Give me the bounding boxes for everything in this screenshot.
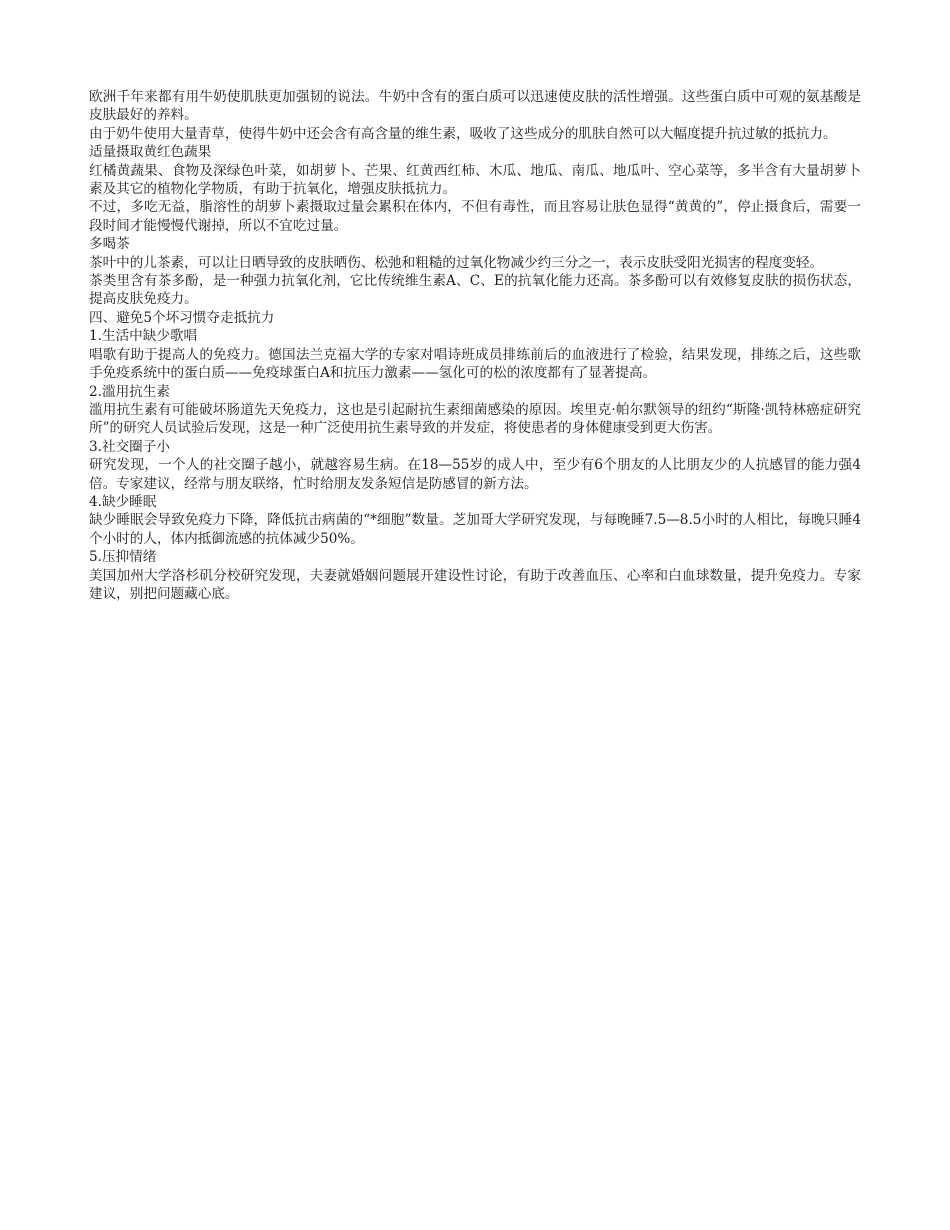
- paragraph: 研究发现，一个人的社交圈子越小，就越容易生病。在18—55岁的成人中，至少有6个朋友的人比朋友少的人抗感冒的能力强4倍。专家建议，经常与朋友联络，忙时给朋友发条短信是防感冒的新方法。: [89, 457, 861, 492]
- section-heading: 四、避免5个坏习惯夺走抵抗力: [89, 309, 275, 326]
- paragraph: 红橘黄蔬果、食物及深绿色叶菜，如胡萝卜、芒果、红黄西红柿、木瓜、地瓜、南瓜、地瓜叶、空心菜等，多半含有大量胡萝卜素及其它的植物化学物质，有助于抗氧化，增强皮肤抵抗力。: [89, 162, 861, 198]
- subsection-heading: 1.生活中缺少歌唱: [89, 328, 198, 345]
- paragraph: 美国加州大学洛杉矶分校研究发现，夫妻就婚姻问题展开建设性讨论，有助于改善血压、心率和白血球数量，提升免疫力。专家建议，别把问题藏心底。: [89, 567, 861, 602]
- paragraph: 欧洲千年来都有用牛奶使肌肤更加强韧的说法。牛奶中含有的蛋白质可以迅速使皮肤的活性增强。这些蛋白质中可观的氨基酸是皮肤最好的养料。: [89, 89, 861, 124]
- subsection-heading: 5.压抑情绪: [89, 549, 157, 566]
- paragraph: 由于奶牛使用大量青草，使得牛奶中还会含有高含量的维生素，吸收了这些成分的肌肤自然可以大幅度提升抗过敏的抵抗力。: [89, 125, 837, 142]
- paragraph: 茶类里含有茶多酚，是一种强力抗氧化剂，它比传统维生素A、C、E的抗氧化能力还高。茶多酚可以有效修复皮肤的损伤状态，提高皮肤免疫力。: [89, 273, 861, 308]
- paragraph: 不过，多吃无益，脂溶性的胡萝卜素摄取过量会累积在体内，不但有毒性，而且容易让肤色显得“黄黄的”，停止摄食后，需要一段时间才能慢慢代谢掉，所以不宜吃过量。: [89, 199, 861, 234]
- paragraph: 唱歌有助于提高人的免疫力。德国法兰克福大学的专家对唱诗班成员排练前后的血液进行了检验，结果发现，排练之后，这些歌手免疫系统中的蛋白质——免疫球蛋白A和抗压力激素——氢化可的松的浓度都有了显著提高。: [89, 346, 861, 382]
- subsection-heading: 2.滥用抗生素: [89, 383, 170, 400]
- subsection-heading: 3.社交圈子小: [89, 438, 170, 455]
- paragraph: 缺少睡眠会导致免疫力下降，降低抗击病菌的“*细胞”数量。芝加哥大学研究发现，与每晚睡7.5—8.5小时的人相比，每晚只睡4个小时的人，体内抵御流感的抗体减少50%。: [89, 512, 861, 547]
- document-body: [89, 88, 861, 603]
- subsection-heading: 4.缺少睡眠: [89, 493, 157, 510]
- section-heading: 多喝茶: [89, 236, 130, 253]
- paragraph: 茶叶中的儿茶素，可以让日晒导致的皮肤晒伤、松弛和粗糙的过氧化物减少约三分之一，表示皮肤受阳光损害的程度变轻。: [89, 254, 824, 271]
- paragraph: 滥用抗生素有可能破坏肠道先天免疫力，这也是引起耐抗生素细菌感染的原因。埃里克·帕尔默领导的纽约“斯隆·凯特林癌症研究所”的研究人员试验后发现，这是一种广泛使用抗生素导致的并发症，将使患者的身体健康受到更大伤害。: [89, 401, 861, 437]
- section-heading: 适量摄取黄红色蔬果: [89, 144, 212, 161]
